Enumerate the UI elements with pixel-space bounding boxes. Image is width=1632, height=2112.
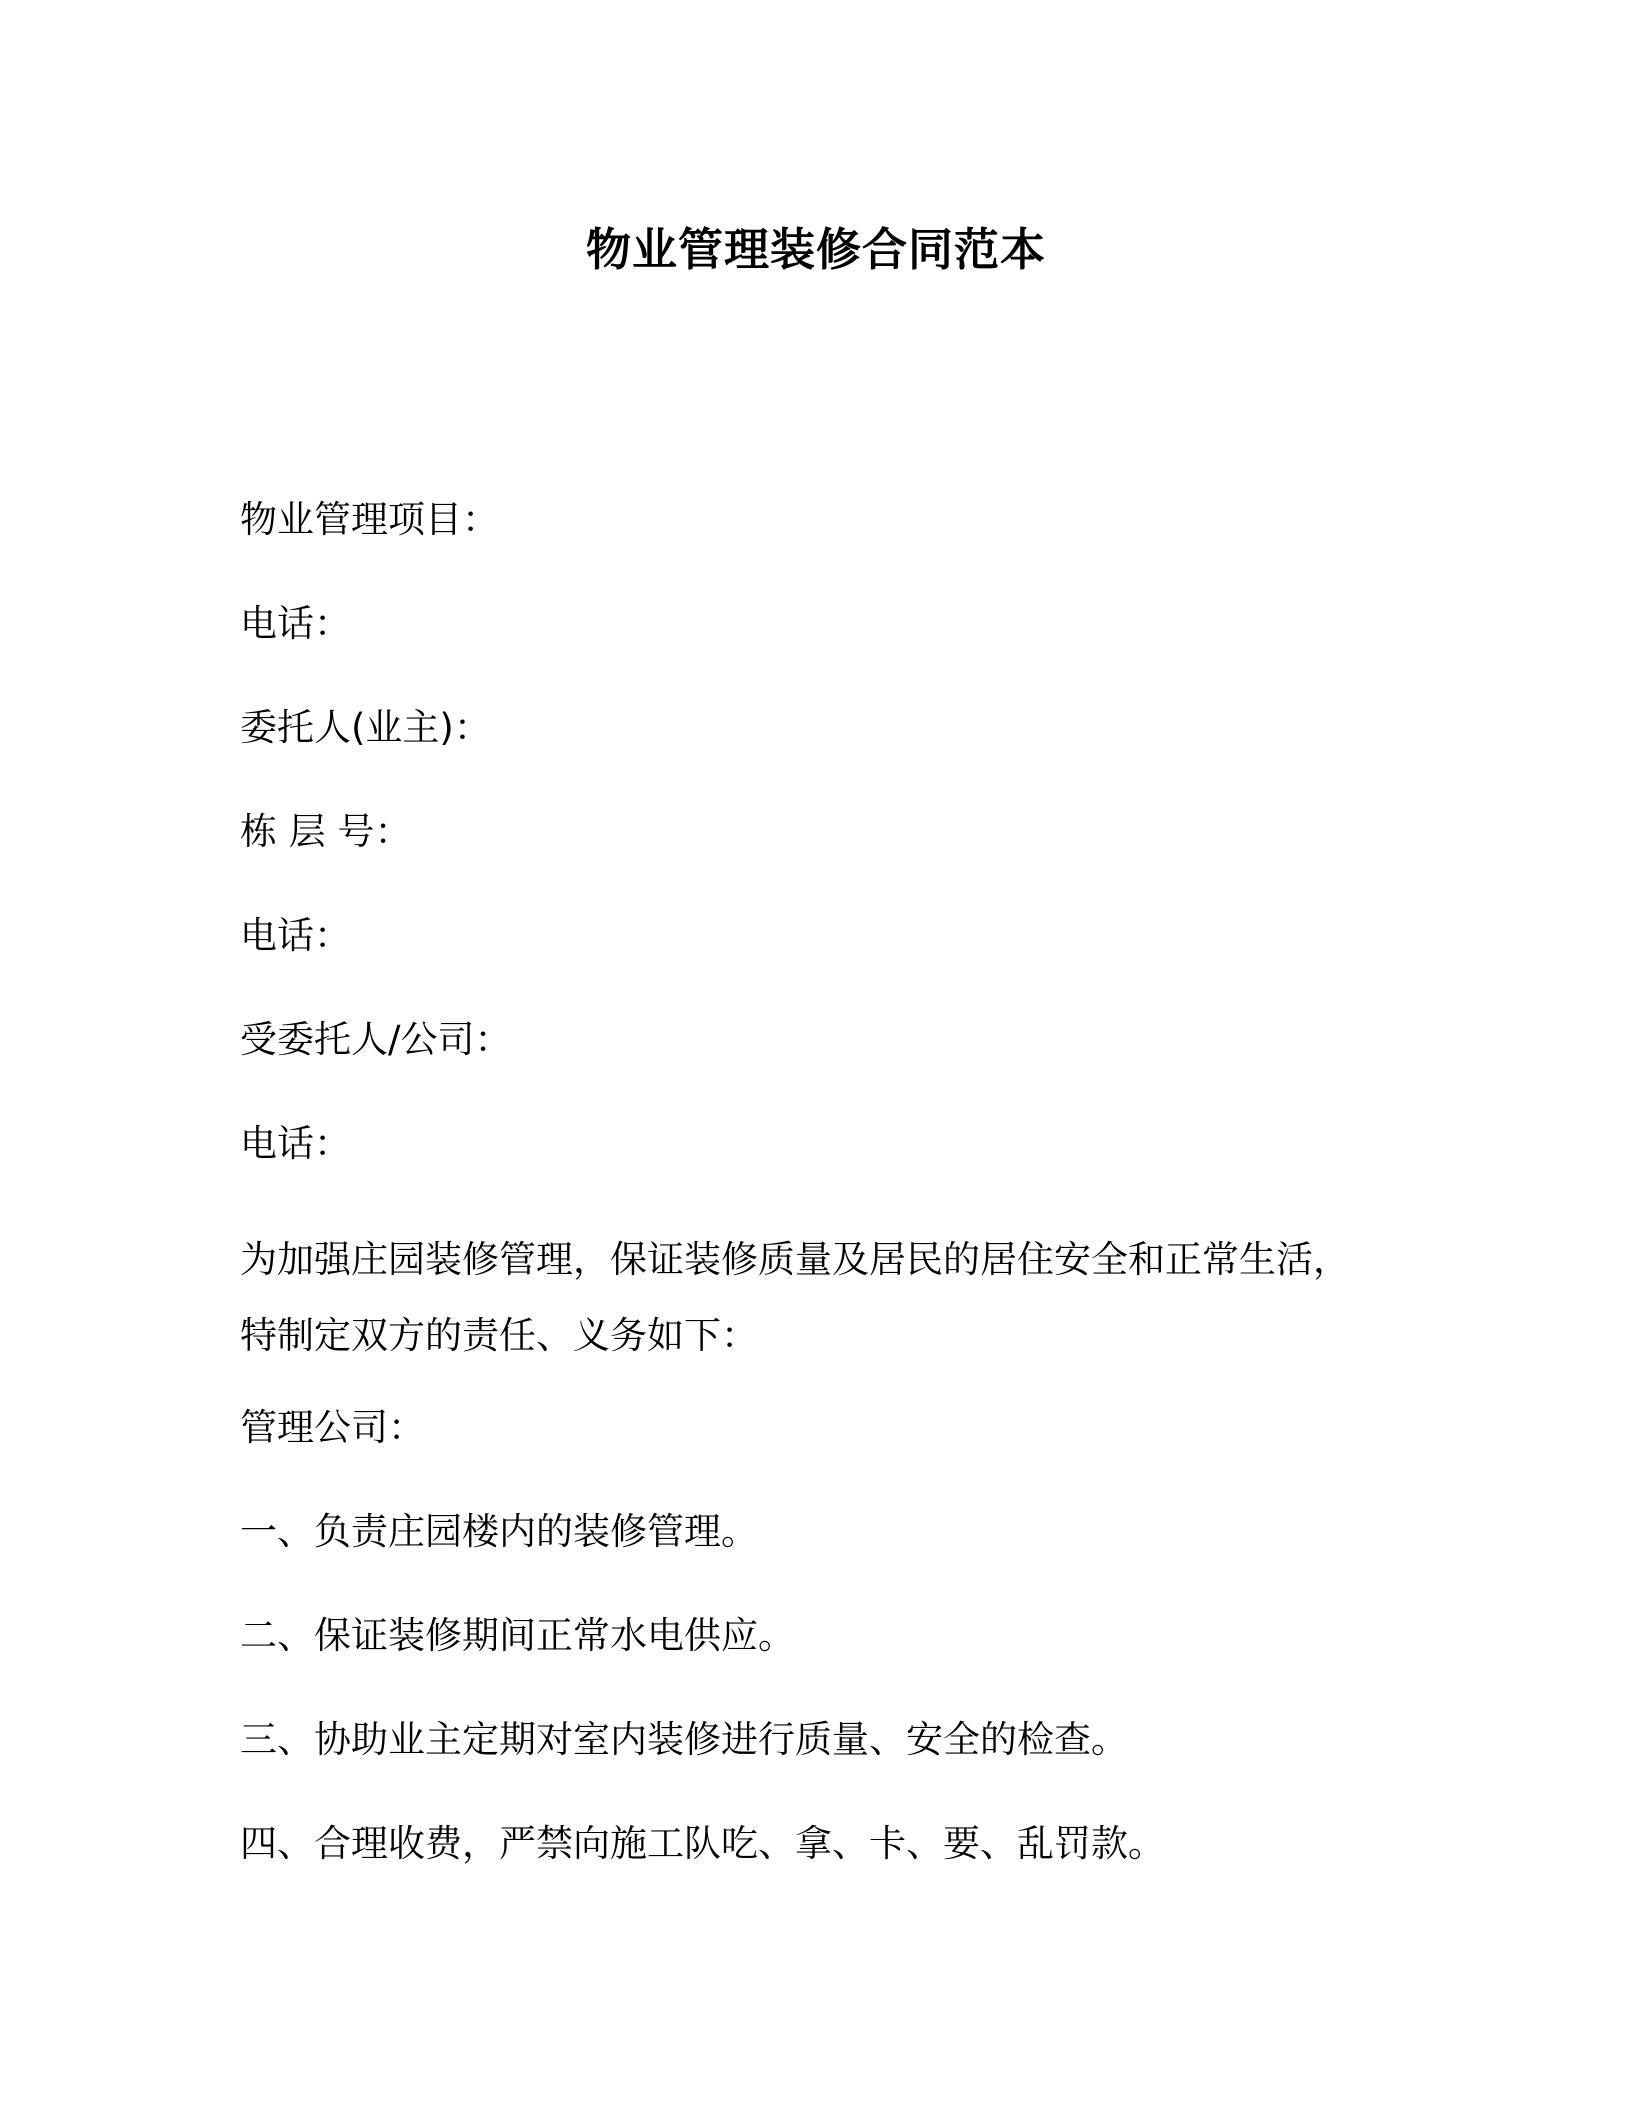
building-floor-number-field-label: 栋 层 号： bbox=[240, 810, 412, 853]
management-company-heading: 管理公司： bbox=[240, 1406, 425, 1449]
responsibility-item: 三、协助业主定期对室内装修进行质量、安全的检查。 bbox=[240, 1718, 1128, 1761]
phone-field-label: 电话： bbox=[240, 914, 351, 957]
responsibility-item: 二、保证装修期间正常水电供应。 bbox=[240, 1614, 795, 1657]
intro-paragraph bbox=[240, 1222, 1380, 1374]
phone-field-label: 电话： bbox=[240, 602, 351, 645]
client-field-label: 委托人(业主)： bbox=[240, 706, 491, 749]
phone-field-label: 电话： bbox=[240, 1122, 351, 1165]
intro-line: 为加强庄园装修管理，保证装修质量及居民的居住安全和正常生活， bbox=[240, 1238, 1350, 1281]
responsibility-item: 四、合理收费，严禁向施工队吃、拿、卡、要、乱罚款。 bbox=[240, 1822, 1165, 1865]
responsibility-item: 一、负责庄园楼内的装修管理。 bbox=[240, 1510, 758, 1553]
project-field-label: 物业管理项目： bbox=[240, 498, 499, 541]
contractor-field-label: 受委托人/公司： bbox=[240, 1018, 512, 1061]
intro-line: 特制定双方的责任、义务如下： bbox=[240, 1314, 758, 1357]
page-title: 物业管理装修合同范本 bbox=[585, 223, 1046, 276]
